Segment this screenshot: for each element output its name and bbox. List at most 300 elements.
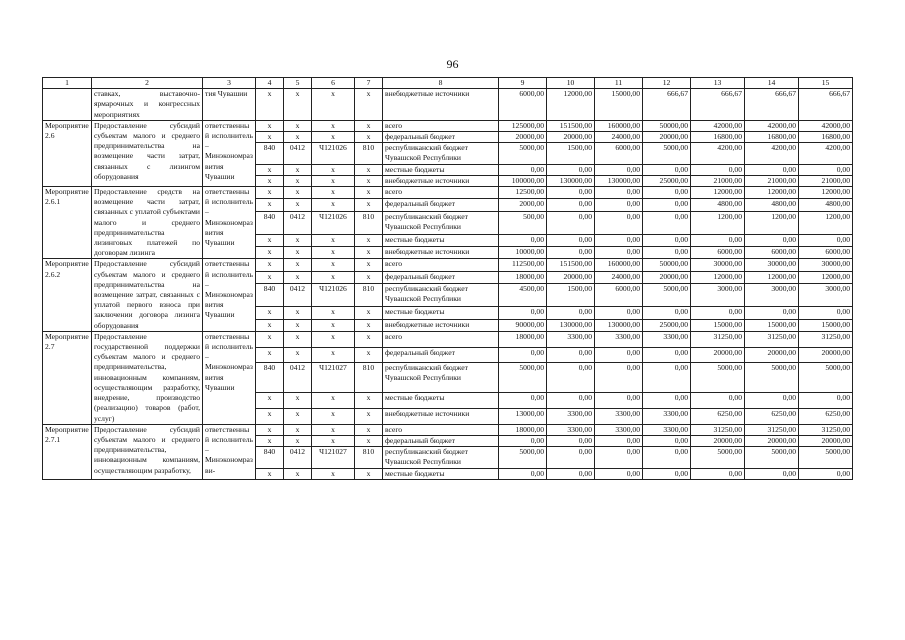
amount-cell: 0,00 [799,468,853,479]
amount-cell: 12000,00 [691,271,745,283]
amount-cell: 1500,00 [547,143,595,164]
amount-cell: 0,00 [595,468,643,479]
expense-type-cell: x [355,132,383,143]
amount-cell: 90000,00 [499,319,547,331]
column-number: 13 [691,78,745,89]
grbs-code-cell: x [256,247,284,259]
amount-cell: 160000,00 [595,120,643,131]
section-code-cell: x [284,307,312,319]
target-article-cell: Ч121027 [312,447,355,468]
target-article-cell: x [312,393,355,409]
column-number: 14 [745,78,799,89]
amount-cell: 0,00 [547,363,595,393]
grbs-code-cell: x [256,393,284,409]
target-article-cell: Ч121027 [312,363,355,393]
amount-cell: 31250,00 [691,424,745,435]
amount-cell: 18000,00 [499,271,547,283]
grbs-code-cell: x [256,331,284,347]
section-code-cell: x [284,331,312,347]
amount-cell: 0,00 [691,393,745,409]
target-article-cell: Ч121026 [312,211,355,234]
section-code-cell: x [284,89,312,121]
amount-cell: 10000,00 [499,247,547,259]
column-number: 11 [595,78,643,89]
amount-cell: 1200,00 [799,211,853,234]
amount-cell: 151500,00 [547,259,595,271]
amount-cell: 50000,00 [643,259,691,271]
amount-cell: 0,00 [595,307,643,319]
amount-cell: 0,00 [643,164,691,175]
table-row [43,331,853,347]
amount-cell: 0,00 [643,234,691,246]
expense-type-cell: x [355,435,383,446]
target-article-cell: x [312,175,355,186]
amount-cell: 0,00 [499,234,547,246]
amount-cell: 4200,00 [799,143,853,164]
column-number: 1 [43,78,92,89]
funding-source-cell: внебюджетные источники [383,89,499,121]
amount-cell: 112500,00 [499,259,547,271]
amount-cell: 0,00 [595,393,643,409]
funding-source-cell: федеральный бюджет [383,435,499,446]
expense-type-cell: x [355,424,383,435]
target-article-cell: Ч121026 [312,143,355,164]
section-code-cell: 0412 [284,283,312,306]
grbs-code-cell: x [256,307,284,319]
section-code-cell: x [284,319,312,331]
amount-cell: 12500,00 [499,187,547,199]
expense-type-cell: x [355,234,383,246]
column-number: 8 [383,78,499,89]
amount-cell: 5000,00 [643,143,691,164]
target-article-cell: x [312,259,355,271]
amount-cell: 6250,00 [745,408,799,424]
amount-cell: 21000,00 [799,175,853,186]
amount-cell: 20000,00 [691,347,745,363]
section-code-cell: x [284,199,312,211]
amount-cell: 666,67 [799,89,853,121]
expense-type-cell: 810 [355,363,383,393]
funding-source-cell: федеральный бюджет [383,347,499,363]
amount-cell: 31250,00 [799,331,853,347]
amount-cell: 0,00 [745,234,799,246]
target-article-cell: x [312,408,355,424]
amount-cell: 0,00 [595,447,643,468]
amount-cell: 0,00 [547,347,595,363]
amount-cell: 0,00 [643,199,691,211]
measure-description-cell: ставках, выставочно-ярмарочных и конгрессных мероприятиях [92,89,203,121]
amount-cell: 0,00 [799,393,853,409]
measure-description-cell: Предоставление субсидий субъектам малого и среднего предпринимательства, инновационным компаниям, осуществляющим разработку, [92,424,203,479]
amount-cell: 5000,00 [499,143,547,164]
funding-source-cell: федеральный бюджет [383,132,499,143]
amount-cell: 16800,00 [691,132,745,143]
amount-cell: 24000,00 [595,132,643,143]
page-number: 96 [446,57,459,71]
section-code-cell: 0412 [284,363,312,393]
section-code-cell: 0412 [284,211,312,234]
amount-cell: 31250,00 [799,424,853,435]
amount-cell: 0,00 [547,307,595,319]
amount-cell: 0,00 [643,393,691,409]
funding-source-cell: республиканский бюджет Чувашской Республики [383,143,499,164]
target-article-cell: Ч121026 [312,283,355,306]
measure-number-cell: Мероприятие 2.7 [43,331,92,424]
amount-cell: 6000,00 [499,89,547,121]
section-code-cell: x [284,393,312,409]
amount-cell: 130000,00 [547,175,595,186]
funding-source-cell: внебюджетные источники [383,319,499,331]
amount-cell: 0,00 [643,363,691,393]
amount-cell: 12000,00 [799,187,853,199]
amount-cell: 0,00 [547,164,595,175]
amount-cell: 130000,00 [595,175,643,186]
amount-cell: 30000,00 [799,259,853,271]
amount-cell: 0,00 [547,468,595,479]
table-row [43,187,853,199]
funding-source-cell: местные бюджеты [383,307,499,319]
funding-source-cell: республиканский бюджет Чувашской Республики [383,211,499,234]
amount-cell: 0,00 [499,307,547,319]
section-code-cell: x [284,435,312,446]
expense-type-cell: x [355,247,383,259]
expense-type-cell: 810 [355,211,383,234]
amount-cell: 20000,00 [691,435,745,446]
funding-source-cell: республиканский бюджет Чувашской Республики [383,363,499,393]
amount-cell: 0,00 [499,164,547,175]
expense-type-cell: x [355,271,383,283]
target-article-cell: x [312,435,355,446]
amount-cell: 160000,00 [595,259,643,271]
grbs-code-cell: x [256,408,284,424]
target-article-cell: x [312,271,355,283]
amount-cell: 5000,00 [499,447,547,468]
amount-cell: 666,67 [745,89,799,121]
amount-cell: 0,00 [745,307,799,319]
target-article-cell: x [312,187,355,199]
amount-cell: 3300,00 [643,408,691,424]
amount-cell: 0,00 [643,347,691,363]
amount-cell: 0,00 [691,307,745,319]
amount-cell: 12000,00 [745,271,799,283]
amount-cell: 6000,00 [799,247,853,259]
column-number: 7 [355,78,383,89]
amount-cell: 4200,00 [745,143,799,164]
grbs-code-cell: x [256,164,284,175]
funding-source-cell: внебюджетные источники [383,408,499,424]
amount-cell: 0,00 [643,307,691,319]
amount-cell: 20000,00 [745,435,799,446]
grbs-code-cell: x [256,435,284,446]
amount-cell: 20000,00 [799,347,853,363]
section-code-cell: x [284,164,312,175]
amount-cell: 0,00 [643,247,691,259]
table-row [43,120,853,131]
amount-cell: 0,00 [643,435,691,446]
section-code-cell: x [284,187,312,199]
amount-cell: 1500,00 [547,283,595,306]
target-article-cell: x [312,132,355,143]
amount-cell: 0,00 [745,393,799,409]
budget-table [42,77,853,480]
expense-type-cell: x [355,393,383,409]
amount-cell: 3300,00 [595,424,643,435]
amount-cell: 6000,00 [691,247,745,259]
amount-cell: 15000,00 [745,319,799,331]
funding-source-cell: внебюджетные источники [383,175,499,186]
amount-cell: 3300,00 [547,331,595,347]
target-article-cell: x [312,319,355,331]
amount-cell: 3300,00 [643,331,691,347]
amount-cell: 15000,00 [595,89,643,121]
amount-cell: 31250,00 [745,424,799,435]
amount-cell: 0,00 [547,447,595,468]
amount-cell: 6000,00 [595,283,643,306]
grbs-code-cell: x [256,347,284,363]
target-article-cell: x [312,120,355,131]
funding-source-cell: республиканский бюджет Чувашской Республики [383,283,499,306]
funding-source-cell: федеральный бюджет [383,199,499,211]
section-code-cell: x [284,468,312,479]
measure-number-cell: Мероприятие 2.6 [43,120,92,186]
grbs-code-cell: x [256,259,284,271]
expense-type-cell: x [355,408,383,424]
responsible-executor-cell: ответственный исполнитель – Минэкономразвития Чувашии [203,259,256,331]
target-article-cell: x [312,331,355,347]
table-row [43,259,853,271]
expense-type-cell: 810 [355,283,383,306]
responsible-executor-cell: ответственный исполнитель – Минэкономразвития Чувашии [203,187,256,259]
amount-cell: 0,00 [547,211,595,234]
amount-cell: 6000,00 [745,247,799,259]
amount-cell: 0,00 [691,468,745,479]
amount-cell: 30000,00 [745,259,799,271]
target-article-cell: x [312,199,355,211]
amount-cell: 5000,00 [799,447,853,468]
responsible-executor-cell: тия Чувашии [203,89,256,121]
amount-cell: 0,00 [745,164,799,175]
amount-cell: 3300,00 [595,408,643,424]
measure-description-cell: Предоставление средств на возмещение части затрат, связанных с уплатой субъектами малого и среднего предпринимательства лизинговых платежей по договорам лизинга [92,187,203,259]
section-code-cell: x [284,120,312,131]
amount-cell: 4200,00 [691,143,745,164]
column-number: 10 [547,78,595,89]
amount-cell: 0,00 [547,187,595,199]
grbs-code-cell: 840 [256,447,284,468]
amount-cell: 5000,00 [691,447,745,468]
amount-cell: 0,00 [745,468,799,479]
expense-type-cell: x [355,347,383,363]
measure-description-cell: Предоставление субсидий субъектам малого и среднего предпринимательства на возмещение части затрат, связанных с лизингом оборудования [92,120,203,186]
amount-cell: 4800,00 [691,199,745,211]
expense-type-cell: x [355,175,383,186]
measure-number-cell: Мероприятие 2.6.1 [43,187,92,259]
target-article-cell: x [312,89,355,121]
amount-cell: 0,00 [643,447,691,468]
amount-cell: 15000,00 [799,319,853,331]
amount-cell: 0,00 [643,211,691,234]
amount-cell: 0,00 [547,393,595,409]
target-article-cell: x [312,247,355,259]
amount-cell: 0,00 [799,164,853,175]
section-code-cell: x [284,132,312,143]
responsible-executor-cell: ответственный исполнитель – Минэкономразвития Чувашии [203,120,256,186]
amount-cell: 0,00 [643,187,691,199]
expense-type-cell: 810 [355,447,383,468]
amount-cell: 0,00 [691,164,745,175]
amount-cell: 0,00 [595,347,643,363]
amount-cell: 666,67 [643,89,691,121]
section-code-cell: x [284,408,312,424]
amount-cell: 0,00 [547,234,595,246]
table-row [43,89,853,121]
section-code-cell: x [284,175,312,186]
amount-cell: 15000,00 [691,319,745,331]
section-code-cell: x [284,234,312,246]
amount-cell: 50000,00 [643,120,691,131]
section-code-cell: 0412 [284,143,312,164]
amount-cell: 42000,00 [691,120,745,131]
amount-cell: 4800,00 [799,199,853,211]
amount-cell: 0,00 [691,234,745,246]
funding-source-cell: всего [383,187,499,199]
amount-cell: 3000,00 [691,283,745,306]
amount-cell: 0,00 [595,211,643,234]
grbs-code-cell: x [256,132,284,143]
table-row [43,424,853,435]
amount-cell: 151500,00 [547,120,595,131]
amount-cell: 0,00 [499,347,547,363]
measure-description-cell: Предоставление субсидий субъектам малого и среднего предпринимательства на возмещение затрат, связанных с уплатой первого взноса при заключении договора лизинга оборудования [92,259,203,331]
amount-cell: 25000,00 [643,319,691,331]
funding-source-cell: внебюджетные источники [383,247,499,259]
amount-cell: 0,00 [499,393,547,409]
amount-cell: 0,00 [595,234,643,246]
amount-cell: 0,00 [547,199,595,211]
amount-cell: 0,00 [595,187,643,199]
amount-cell: 31250,00 [691,331,745,347]
column-number: 2 [92,78,203,89]
expense-type-cell: x [355,259,383,271]
column-number: 3 [203,78,256,89]
column-number: 6 [312,78,355,89]
measure-number-cell: Мероприятие 2.6.2 [43,259,92,331]
funding-source-cell: федеральный бюджет [383,271,499,283]
amount-cell: 0,00 [595,199,643,211]
section-code-cell: x [284,424,312,435]
amount-cell: 2000,00 [499,199,547,211]
amount-cell: 3300,00 [547,408,595,424]
amount-cell: 21000,00 [745,175,799,186]
amount-cell: 3000,00 [745,283,799,306]
amount-cell: 0,00 [499,468,547,479]
expense-type-cell: 810 [355,143,383,164]
grbs-code-cell: x [256,319,284,331]
measure-number-cell [43,89,92,121]
target-article-cell: x [312,164,355,175]
amount-cell: 20000,00 [643,271,691,283]
amount-cell: 0,00 [595,363,643,393]
amount-cell: 21000,00 [691,175,745,186]
amount-cell: 3300,00 [547,424,595,435]
amount-cell: 20000,00 [799,435,853,446]
amount-cell: 18000,00 [499,331,547,347]
amount-cell: 0,00 [799,307,853,319]
amount-cell: 20000,00 [499,132,547,143]
amount-cell: 0,00 [595,435,643,446]
amount-cell: 6000,00 [595,143,643,164]
measure-number-cell: Мероприятие 2.7.1 [43,424,92,479]
grbs-code-cell: x [256,234,284,246]
grbs-code-cell: x [256,271,284,283]
amount-cell: 12000,00 [799,271,853,283]
grbs-code-cell: x [256,424,284,435]
amount-cell: 5000,00 [745,447,799,468]
section-code-cell: x [284,247,312,259]
amount-cell: 30000,00 [691,259,745,271]
amount-cell: 5000,00 [691,363,745,393]
amount-cell: 1200,00 [691,211,745,234]
amount-cell: 130000,00 [547,319,595,331]
target-article-cell: x [312,234,355,246]
expense-type-cell: x [355,307,383,319]
table-body [43,89,853,480]
amount-cell: 4500,00 [499,283,547,306]
grbs-code-cell: x [256,199,284,211]
column-number: 5 [284,78,312,89]
target-article-cell: x [312,307,355,319]
amount-cell: 42000,00 [799,120,853,131]
amount-cell: 25000,00 [643,175,691,186]
amount-cell: 6250,00 [691,408,745,424]
grbs-code-cell: x [256,468,284,479]
responsible-executor-cell: ответственный исполнитель – Минэкономразвития Чувашии [203,331,256,424]
amount-cell: 20000,00 [745,347,799,363]
expense-type-cell: x [355,120,383,131]
funding-source-cell: всего [383,259,499,271]
funding-source-cell: всего [383,120,499,131]
amount-cell: 16800,00 [799,132,853,143]
amount-cell: 500,00 [499,211,547,234]
grbs-code-cell: x [256,89,284,121]
target-article-cell: x [312,468,355,479]
amount-cell: 12000,00 [745,187,799,199]
grbs-code-cell: x [256,175,284,186]
amount-cell: 0,00 [799,234,853,246]
column-number-row [43,78,853,89]
section-code-cell: x [284,347,312,363]
grbs-code-cell: 840 [256,363,284,393]
expense-type-cell: x [355,331,383,347]
funding-source-cell: всего [383,331,499,347]
funding-source-cell: местные бюджеты [383,393,499,409]
amount-cell: 0,00 [547,435,595,446]
amount-cell: 5000,00 [745,363,799,393]
expense-type-cell: x [355,199,383,211]
grbs-code-cell: 840 [256,143,284,164]
amount-cell: 20000,00 [547,271,595,283]
column-number: 15 [799,78,853,89]
target-article-cell: x [312,424,355,435]
amount-cell: 0,00 [643,468,691,479]
amount-cell: 12000,00 [547,89,595,121]
amount-cell: 0,00 [499,435,547,446]
amount-cell: 12000,00 [691,187,745,199]
amount-cell: 4800,00 [745,199,799,211]
amount-cell: 130000,00 [595,319,643,331]
amount-cell: 5000,00 [643,283,691,306]
funding-source-cell: всего [383,424,499,435]
